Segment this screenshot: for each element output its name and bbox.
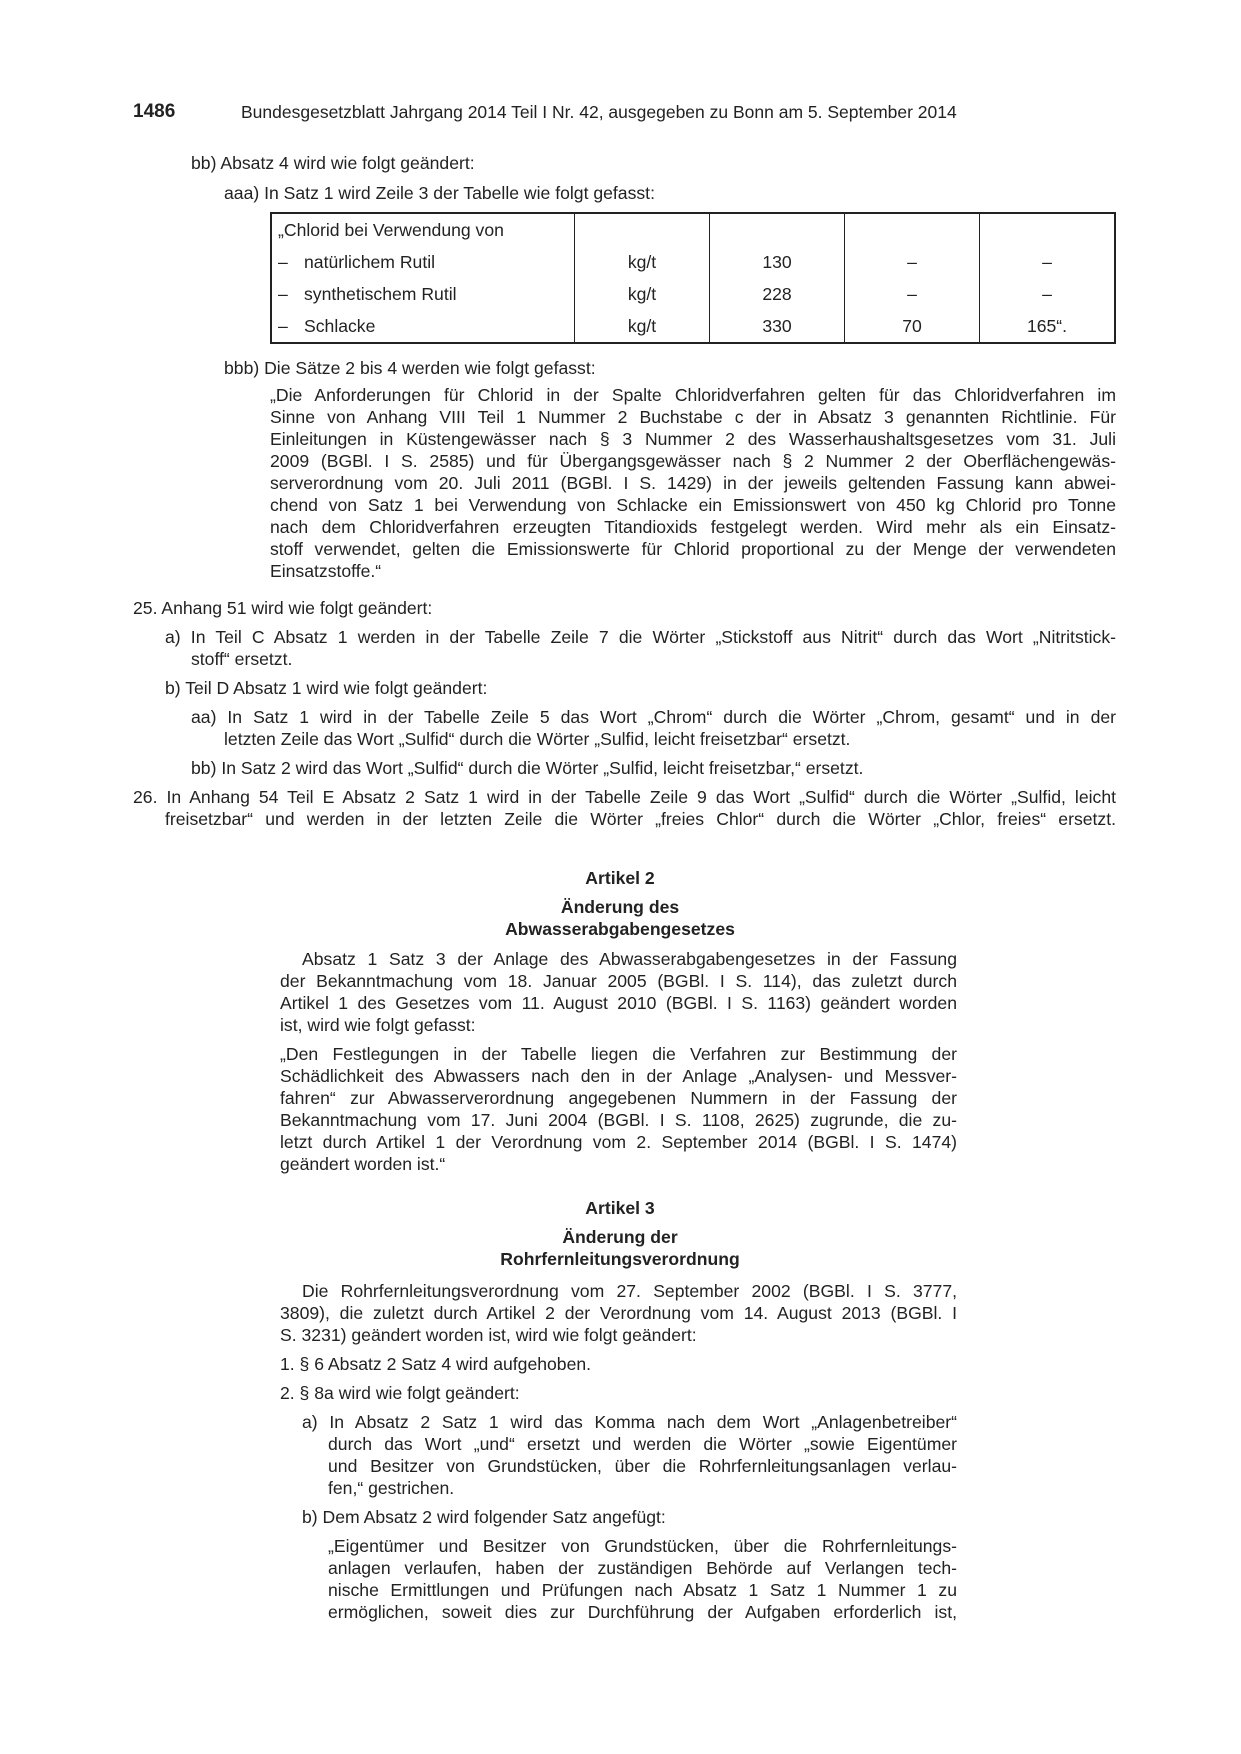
- item-25a: a) In Teil C Absatz 1 werden in der Tabelle Zeile 7 die Wörter „Stickstoff aus Nitrit“ durch das Wort „Nitritstick-: [165, 627, 1116, 647]
- table-cell: 330: [710, 310, 845, 343]
- text-line: S. 3231) geändert worden ist, wird wie folgt geändert:: [280, 1325, 697, 1345]
- text-line: nach dem Chloridverfahren erzeugten Titandioxids festgelegt werden. Wird mehr als ein Einsatz-: [270, 517, 1116, 537]
- table-cell: –: [845, 246, 980, 278]
- text-line: fen,“ gestrichen.: [328, 1478, 455, 1498]
- item-25b-bb: bb) In Satz 2 wird das Wort „Sulfid“ durch die Wörter „Sulfid, leicht freisetzbar,“ ersetzt.: [191, 758, 864, 778]
- artikel-2-heading: Artikel 2: [585, 868, 655, 888]
- table-row: [271, 278, 1115, 310]
- item-25b: b) Teil D Absatz 1 wird wie folgt geändert:: [165, 678, 488, 698]
- text-line: „Die Anforderungen für Chlorid in der Spalte Chloridverfahren gelten für das Chloridverfahren im: [270, 385, 1116, 405]
- table-row: [271, 310, 1115, 343]
- text-line: fahren“ zur Abwasserverordnung angegebenen Nummern in der Fassung der: [280, 1088, 957, 1108]
- table-cell: „Chlorid bei Verwendung von: [271, 213, 575, 246]
- table-cell: –: [980, 246, 1116, 278]
- item-26-cont: freisetzbar“ und werden in der letzten Zeile die Wörter „freies Chlor“ durch die Wörter „Chlor, freies“ ersetzt.: [165, 809, 1116, 829]
- text-line: Absatz 1 Satz 3 der Anlage des Abwasserabgabengesetzes in der Fassung: [302, 949, 957, 969]
- text-line: Einleitungen in Küstengewässer nach § 3 Nummer 2 des Wasserhaushaltsgesetzes vom 31. Juli: [270, 429, 1116, 449]
- text-line: Schädlichkeit des Abwassers nach den in der Anlage „Analysen- und Messver-: [280, 1066, 957, 1086]
- artikel-3-item-2: 2. § 8a wird wie folgt geändert:: [280, 1383, 520, 1403]
- artikel-3-heading: Artikel 3: [585, 1198, 655, 1218]
- text-line: Die Rohrfernleitungsverordnung vom 27. September 2002 (BGBl. I S. 3777,: [302, 1281, 957, 1301]
- table-cell: 130: [710, 246, 845, 278]
- running-header: Bundesgesetzblatt Jahrgang 2014 Teil I Nr. 42, ausgegeben zu Bonn am 5. September 2014: [241, 102, 957, 122]
- item-25: 25. Anhang 51 wird wie folgt geändert:: [133, 598, 433, 618]
- table-cell: [271, 310, 575, 343]
- text-line: anlagen verlaufen, haben der zuständigen Behörde auf Verlangen tech-: [328, 1558, 957, 1578]
- item-25b-aa: aa) In Satz 1 wird in der Tabelle Zeile 5 das Wort „Chrom“ durch die Wörter „Chrom, gesamt“ und in der: [191, 707, 1116, 727]
- table-cell: [980, 213, 1116, 246]
- table-cell: 165“.: [980, 310, 1116, 343]
- table-cell: [271, 246, 575, 278]
- table-cell: [575, 213, 710, 246]
- text-line: 2009 (BGBl. I S. 2585) und für Übergangsgewässer nach § 2 Nummer 2 der Oberflächengewäs-: [270, 451, 1116, 471]
- table-cell: kg/t: [575, 310, 710, 343]
- artikel-2-subheading: Abwasserabgabengesetzes: [505, 919, 735, 939]
- text-line: der Bekanntmachung vom 18. Januar 2005 (BGBl. I S. 114), das zuletzt durch: [280, 971, 957, 991]
- table-cell: –: [980, 278, 1116, 310]
- text-line: „Den Festlegungen in der Tabelle liegen die Verfahren zur Bestimmung der: [280, 1044, 957, 1064]
- cell-text: Schlacke: [304, 315, 376, 336]
- text-line: Sinne von Anhang VIII Teil 1 Nummer 2 Buchstabe c der in Absatz 3 genannten Richtlinie. Für: [270, 407, 1116, 427]
- text-line: letzt durch Artikel 1 der Verordnung vom 2. September 2014 (BGBl. I S. 1474): [280, 1132, 957, 1152]
- text-line: serverordnung vom 20. Juli 2011 (BGBl. I S. 1429) in der jeweils geltenden Fassung kann abwei-: [270, 473, 1116, 493]
- text-line: geändert worden ist.“: [280, 1154, 446, 1174]
- text-line: chend von Satz 1 bei Verwendung von Schlacke ein Emissionswert von 450 kg Chlorid pro Tonne: [270, 495, 1116, 515]
- item-25b-aa-cont: letzten Zeile das Wort „Sulfid“ durch die Wörter „Sulfid, leicht freisetzbar“ ersetzt.: [224, 729, 851, 749]
- item-25a-cont: stoff“ ersetzt.: [191, 649, 293, 669]
- table-cell: 70: [845, 310, 980, 343]
- artikel-3-item-1: 1. § 6 Absatz 2 Satz 4 wird aufgehoben.: [280, 1354, 592, 1374]
- table-cell: [271, 278, 575, 310]
- text-line: Einsatzstoffe.“: [270, 561, 382, 581]
- text-line: und Besitzer von Grundstücken, über die Rohrfernleitungsanlagen verlau-: [328, 1456, 957, 1476]
- table-row: [271, 246, 1115, 278]
- table-cell: kg/t: [575, 246, 710, 278]
- text-line: durch das Wort „und“ ersetzt und werden die Wörter „sowie Eigentümer: [328, 1434, 957, 1454]
- page-number: 1486: [133, 101, 176, 122]
- dash-marker: –: [278, 251, 288, 272]
- table-row: [271, 213, 1115, 246]
- table-cell: [845, 213, 980, 246]
- artikel-3-subheading: Änderung der: [562, 1227, 678, 1247]
- item-aaa: aaa) In Satz 1 wird Zeile 3 der Tabelle wie folgt gefasst:: [224, 183, 655, 203]
- text-line: stoff verwendet, gelten die Emissionswerte für Chlorid proportional zu der Menge der verwendeten: [270, 539, 1116, 559]
- table-cell: –: [845, 278, 980, 310]
- item-bb: bb) Absatz 4 wird wie folgt geändert:: [191, 153, 475, 173]
- dash-marker: –: [278, 315, 288, 336]
- chlorid-table: [270, 212, 1116, 344]
- item-bbb: bbb) Die Sätze 2 bis 4 werden wie folgt gefasst:: [224, 358, 596, 378]
- text-line: a) In Absatz 2 Satz 1 wird das Komma nach dem Wort „Anlagenbetreiber“: [302, 1412, 957, 1432]
- text-line: 3809), die zuletzt durch Artikel 2 der Verordnung vom 14. August 2013 (BGBl. I: [280, 1303, 957, 1323]
- text-line: Artikel 1 des Gesetzes vom 11. August 2010 (BGBl. I S. 1163) geändert worden: [280, 993, 957, 1013]
- cell-text: natürlichem Rutil: [304, 251, 436, 272]
- text-line: Bekanntmachung vom 17. Juni 2004 (BGBl. I S. 1108, 2625) zugrunde, die zu-: [280, 1110, 957, 1130]
- item-26: 26. In Anhang 54 Teil E Absatz 2 Satz 1 wird in der Tabelle Zeile 9 das Wort „Sulfid“ durch die Wörter „Sulfid, leicht: [133, 787, 1116, 807]
- text-line: nische Ermittlungen und Prüfungen nach Absatz 1 Satz 1 Nummer 1 zu: [328, 1580, 957, 1600]
- table-cell: 228: [710, 278, 845, 310]
- artikel-3-subheading: Rohrfernleitungsverordnung: [500, 1249, 740, 1269]
- artikel-3-item-2b: b) Dem Absatz 2 wird folgender Satz angefügt:: [302, 1507, 666, 1527]
- cell-text: synthetischem Rutil: [304, 283, 457, 304]
- dash-marker: –: [278, 283, 288, 304]
- text-line: ist, wird wie folgt gefasst:: [280, 1015, 476, 1035]
- text-line: „Eigentümer und Besitzer von Grundstücken, über die Rohrfernleitungs-: [328, 1536, 957, 1556]
- table-cell: [710, 213, 845, 246]
- artikel-2-subheading: Änderung des: [560, 897, 680, 917]
- text-line: ermöglichen, soweit dies zur Durchführung der Aufgaben erforderlich ist,: [328, 1602, 957, 1622]
- table-cell: kg/t: [575, 278, 710, 310]
